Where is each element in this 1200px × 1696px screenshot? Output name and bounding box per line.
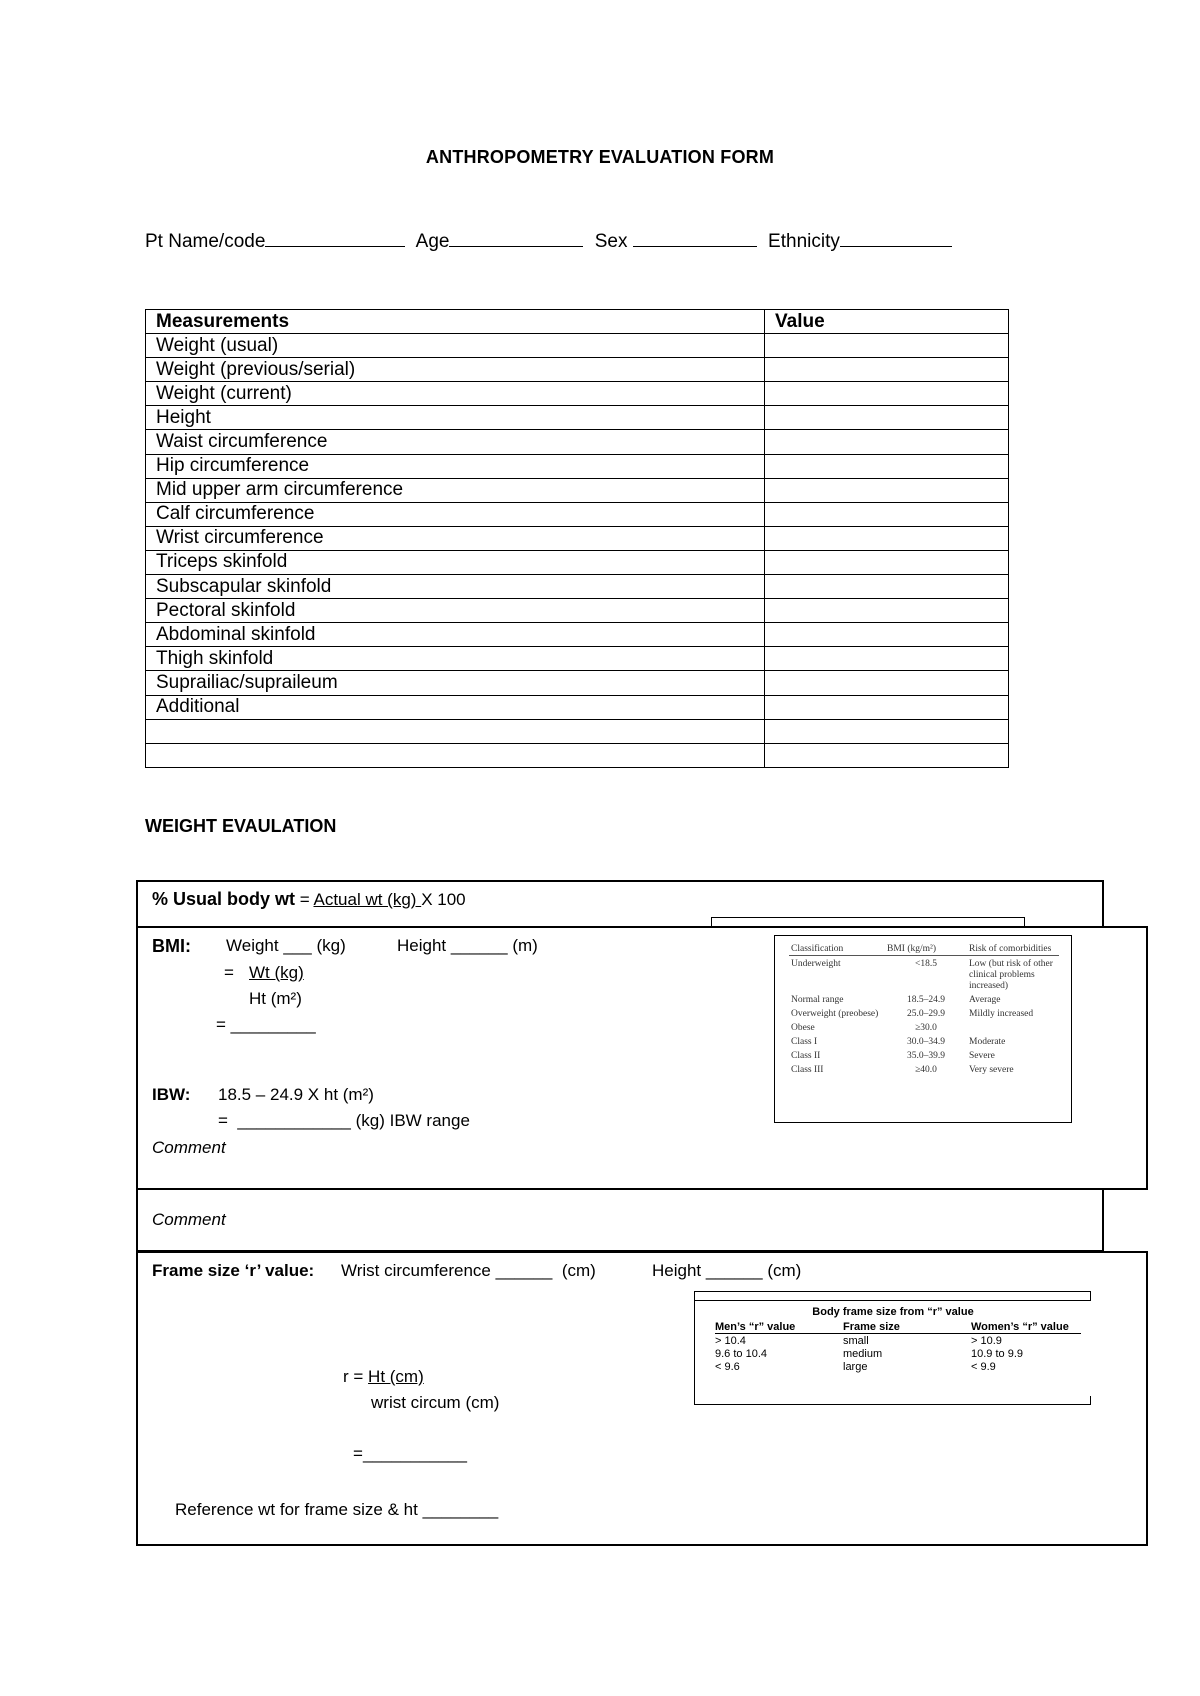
measurement-value-cell[interactable] (765, 478, 1009, 502)
ibw-blank[interactable]: ____________ (237, 1111, 351, 1130)
bmi-ref-row (789, 1006, 1059, 1020)
frame-ref-row (715, 1360, 1081, 1373)
bmi-ref-cell: 35.0–39.9 (907, 1051, 945, 1061)
bmi-fraction-denominator: Ht (m²) (249, 989, 302, 1008)
ibw-label: IBW: (152, 1085, 191, 1104)
bmi-ref-cell (967, 1020, 1059, 1034)
age-field[interactable] (449, 228, 583, 247)
hidden-table-edge (711, 917, 1025, 926)
usual-body-wt-comment: Comment (152, 1210, 226, 1229)
measurement-label: Abdominal skinfold (146, 623, 765, 647)
reference-wt-label: Reference wt for frame size & ht (175, 1500, 418, 1519)
bmi-ref-row (789, 1020, 1059, 1034)
bmi-ref-cell: Class III (791, 1065, 824, 1075)
table-row (146, 671, 1009, 695)
bmi-eq1: = (224, 963, 234, 982)
frame-wrist-label: Wrist circumference (341, 1261, 491, 1280)
usual-body-wt-label: % Usual body wt (152, 889, 296, 909)
age-label: Age (415, 231, 450, 252)
bmi-fraction-numerator: Wt (kg) (249, 963, 304, 982)
bmi-ref-cell: 18.5–24.9 (907, 995, 945, 1005)
frame-ref-cell: large (843, 1361, 868, 1373)
measurement-value-cell[interactable] (765, 382, 1009, 406)
bmi-box (136, 926, 1148, 1190)
table-row (146, 647, 1009, 671)
frame-ref-header-cell: Women’s “r” value (971, 1321, 1069, 1333)
table-row (146, 743, 1009, 767)
frame-ref-cell: > 10.4 (715, 1335, 746, 1347)
table-row (146, 334, 1009, 358)
frame-height-label: Height (652, 1261, 702, 1280)
bmi-weight-blank[interactable]: ___ (283, 936, 312, 955)
measurement-label: Thigh skinfold (146, 647, 765, 671)
pt-name-label: Pt Name/code (145, 231, 266, 252)
usual-body-wt-multiplier: X 100 (421, 890, 466, 909)
patient-info-line (145, 228, 958, 253)
measurement-label: Weight (usual) (146, 334, 765, 358)
measurement-label: Weight (previous/serial) (146, 358, 765, 382)
bmi-ref-row (789, 1048, 1059, 1062)
bmi-ref-cell: <18.5 (915, 959, 937, 969)
usual-body-wt-equals: = (299, 890, 310, 909)
bmi-ref-header-row (789, 944, 1059, 956)
frame-ref-title: Body frame size from “r” value (812, 1306, 974, 1318)
frame-wrist-unit: (cm) (561, 1261, 596, 1280)
frame-wrist-blank[interactable]: ______ (495, 1261, 553, 1280)
measurement-value-cell[interactable] (765, 526, 1009, 550)
measurement-label: Additional (146, 695, 765, 719)
frame-ref-body (715, 1334, 1081, 1374)
table-row (146, 575, 1009, 599)
bmi-ref-cell: Moderate (969, 1037, 1006, 1047)
measurement-label (146, 719, 765, 743)
frame-ref-header-cell: Frame size (843, 1321, 900, 1333)
frame-height-blank[interactable]: ______ (705, 1261, 763, 1280)
frame-ref-row (715, 1347, 1081, 1360)
r-eq: = (353, 1444, 363, 1463)
frame-ref-cell: < 9.9 (971, 1361, 996, 1373)
bmi-height-blank[interactable]: ______ (450, 936, 508, 955)
measurement-label (146, 743, 765, 767)
bmi-ref-cell: 30.0–34.9 (907, 1037, 945, 1047)
measurement-value-cell[interactable] (765, 647, 1009, 671)
measurement-label: Waist circumference (146, 430, 765, 454)
frame-reference-table (694, 1291, 1091, 1405)
bmi-weight-label: Weight (226, 936, 279, 955)
measurement-value-cell[interactable] (765, 671, 1009, 695)
bmi-ref-cell: ≥40.0 (915, 1065, 937, 1075)
measurement-value-cell[interactable] (765, 623, 1009, 647)
measurement-value-cell[interactable] (765, 502, 1009, 526)
bmi-ref-cell: Severe (969, 1051, 995, 1061)
table-row (146, 454, 1009, 478)
frame-ref-corner-tick (1090, 1292, 1091, 1300)
bmi-ref-header-cell: Classification (791, 944, 844, 954)
bmi-ref-cell: Underweight (791, 959, 841, 969)
bmi-ref-row (789, 1062, 1059, 1076)
bmi-ref-cell: Very severe (969, 1065, 1014, 1075)
bmi-ref-row (789, 992, 1059, 1006)
measurement-value-cell[interactable] (765, 695, 1009, 719)
bmi-ref-cell: Class I (791, 1037, 818, 1047)
bmi-ref-cell: Average (969, 995, 1001, 1005)
measurement-label: Height (146, 406, 765, 430)
table-row (146, 550, 1009, 574)
reference-wt-blank[interactable]: ________ (422, 1500, 499, 1519)
weight-evaluation-heading: WEIGHT EVAULATION (145, 816, 337, 836)
frame-ref-corner-tick (1090, 1396, 1091, 1404)
form-title: ANTHROPOMETRY EVALUATION FORM (425, 147, 775, 167)
value-header: Value (765, 310, 1009, 334)
frame-ref-rule (695, 1300, 1091, 1301)
frame-ref-cell: medium (843, 1348, 883, 1360)
measurement-label: Hip circumference (146, 454, 765, 478)
bmi-label: BMI: (152, 936, 191, 956)
bmi-ref-header-cell: BMI (kg/m²) (887, 944, 937, 954)
bmi-ref-cell: 25.0–29.9 (907, 1009, 945, 1019)
bmi-ref-header-cell: Risk of comorbidities (969, 944, 1052, 954)
table-row (146, 358, 1009, 382)
ibw-suffix: (kg) IBW range (355, 1111, 470, 1130)
bmi-ref-row (789, 1034, 1059, 1048)
measurement-value-cell[interactable] (765, 719, 1009, 743)
measurement-value-cell[interactable] (765, 454, 1009, 478)
measurement-value-cell[interactable] (765, 406, 1009, 430)
r-result-blank[interactable]: ___________ (362, 1444, 467, 1463)
table-row (146, 695, 1009, 719)
r-denominator: wrist circum (cm) (371, 1393, 500, 1412)
measurements-header: Measurements (146, 310, 765, 334)
bmi-result-blank[interactable]: _________ (230, 1015, 316, 1034)
bmi-height-label: Height (397, 936, 447, 955)
r-numerator: Ht (cm) (368, 1367, 424, 1386)
bmi-reference-table (774, 935, 1072, 1123)
ethnicity-field[interactable] (840, 228, 952, 247)
measurement-value-cell[interactable] (765, 430, 1009, 454)
bmi-weight-unit: (kg) (316, 936, 346, 955)
table-row (146, 599, 1009, 623)
measurement-value-cell[interactable] (765, 358, 1009, 382)
ibw-eq: = (218, 1111, 228, 1130)
measurements-body (146, 334, 1009, 768)
measurement-value-cell[interactable] (765, 743, 1009, 767)
frame-ref-row (715, 1334, 1081, 1348)
frame-size-box (136, 1251, 1148, 1546)
table-header-row (146, 310, 1009, 334)
pt-name-field[interactable] (265, 228, 405, 247)
usual-body-wt-numerator: Actual wt (kg) (313, 890, 422, 909)
bmi-ref-cell: Obese (791, 1023, 815, 1033)
frame-height-unit: (cm) (767, 1261, 802, 1280)
measurement-label: Weight (current) (146, 382, 765, 406)
frame-ref-cell: < 9.6 (715, 1361, 740, 1373)
bmi-ref-row (789, 956, 1059, 993)
frame-ref-cell: 10.9 to 9.9 (971, 1348, 1023, 1360)
r-prefix: r = (343, 1367, 369, 1386)
measurement-value-cell[interactable] (765, 599, 1009, 623)
frame-ref-cell: > 10.9 (971, 1335, 1002, 1347)
frame-ref-header-row (715, 1321, 1081, 1334)
table-row (146, 526, 1009, 550)
frame-ref-cell: 9.6 to 10.4 (715, 1348, 767, 1360)
sex-field[interactable] (633, 228, 757, 247)
table-row (146, 502, 1009, 526)
ibw-formula: 18.5 – 24.9 X ht (m²) (218, 1085, 374, 1104)
frame-size-label: Frame size ‘r’ value: (152, 1261, 315, 1280)
measurement-label: Triceps skinfold (146, 550, 765, 574)
frame-ref-header-cell: Men’s “r” value (715, 1321, 796, 1333)
measurement-value-cell[interactable] (765, 334, 1009, 358)
table-row (146, 430, 1009, 454)
measurement-label: Suprailiac/supraileum (146, 671, 765, 695)
bmi-eq2: = (216, 1015, 226, 1034)
measurement-label: Pectoral skinfold (146, 599, 765, 623)
ethnicity-label: Ethnicity (768, 231, 840, 252)
table-row (146, 382, 1009, 406)
bmi-height-unit: (m) (512, 936, 538, 955)
bmi-comment: Comment (152, 1138, 226, 1157)
table-row (146, 623, 1009, 647)
table-row (146, 406, 1009, 430)
bmi-ref-cell: Low (but risk of other clinical problems increased) (969, 959, 1053, 991)
table-row (146, 478, 1009, 502)
measurement-label: Calf circumference (146, 502, 765, 526)
bmi-ref-cell: Normal range (791, 995, 844, 1005)
frame-ref-cell: small (843, 1335, 869, 1347)
measurement-value-cell[interactable] (765, 550, 1009, 574)
measurements-table (145, 309, 1009, 768)
measurement-value-cell[interactable] (765, 575, 1009, 599)
measurement-label: Wrist circumference (146, 526, 765, 550)
measurement-label: Subscapular skinfold (146, 575, 765, 599)
sex-label: Sex (594, 231, 628, 252)
table-row (146, 719, 1009, 743)
bmi-ref-cell: Class II (791, 1051, 821, 1061)
bmi-ref-cell: Overweight (preobese) (791, 1009, 879, 1019)
bmi-ref-cell: Mildly increased (969, 1009, 1034, 1019)
bmi-ref-cell: ≥30.0 (915, 1023, 937, 1033)
bmi-ref-body (789, 956, 1059, 1077)
measurement-label: Mid upper arm circumference (146, 478, 765, 502)
